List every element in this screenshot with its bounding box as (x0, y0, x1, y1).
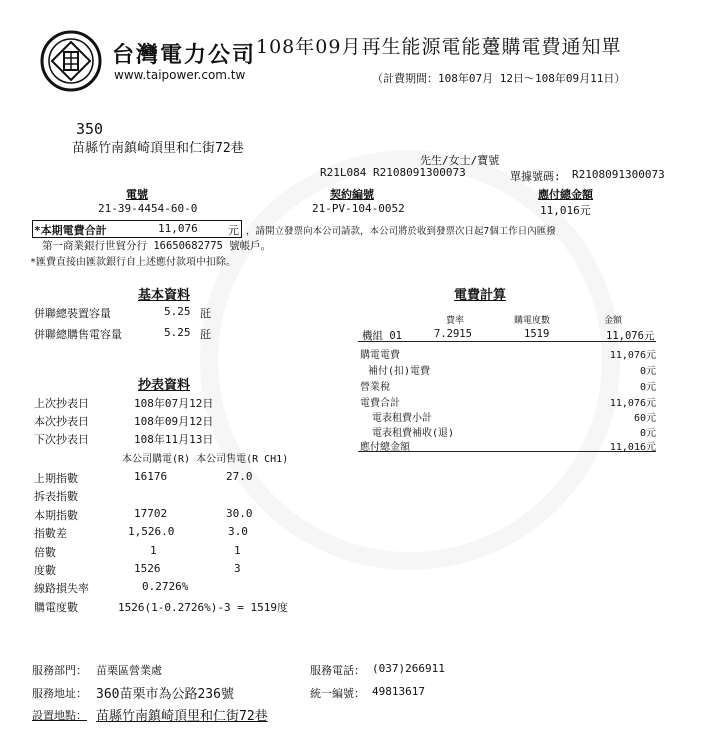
reading-row-col1: 1 (150, 544, 157, 557)
calc-item-amount: 11,076元 (609, 350, 656, 361)
calc-total-amount: 11,016元 (609, 442, 656, 453)
calc-header-amount: 金額 (604, 316, 623, 326)
service-phone: (037)266911 (372, 662, 445, 675)
total-due-label: 應付總金額 (538, 188, 593, 201)
reading-row-label: 上期指數 (34, 472, 78, 485)
contract-label: 契約編號 (330, 188, 374, 201)
period-amount-label: *本期電費合計 (34, 224, 107, 237)
basic-row-value: 5.25 (164, 326, 191, 339)
company-name: 台灣電力公司 (112, 42, 257, 68)
basic-row-label: 併聯總購售電容量 (34, 328, 122, 341)
basic-info-title: 基本資料 (138, 288, 191, 303)
reading-row-label: 拆表指數 (34, 490, 78, 503)
bank-account-line: 第一商業銀行世貿分行 16650682775 號帳戶。 (42, 240, 272, 252)
reading-date-label: 上次抄表日 (34, 397, 89, 410)
postal-code: 350 (76, 120, 104, 138)
calc-total-label: 應付總金額 (360, 442, 410, 453)
period-amount-unit: 元 (228, 224, 239, 237)
reading-row-col2: 1 (234, 544, 241, 557)
basic-row-label: 併聯總裝置容量 (34, 307, 111, 320)
service-address: 360苗栗市為公路236號 (96, 687, 234, 702)
calc-total-divider (358, 451, 656, 452)
calc-item-label: 營業稅 (360, 382, 390, 393)
calc-item-amount: 0元 (639, 366, 656, 377)
fee-note: *匯費直接由匯款銀行自上述應付款項中扣除。 (30, 257, 237, 268)
calc-unit-kwh: 1519 (524, 328, 550, 340)
period-amount: 11,076 (158, 222, 198, 235)
reading-date-label: 本次抄表日 (34, 415, 89, 428)
basic-row-value: 5.25 (164, 305, 191, 318)
reading-date-value: 108年11月13日 (134, 433, 214, 446)
reading-row-col1: 1526 (134, 562, 161, 575)
reading-row-col1: 1526(1-0.2726%)-3 = 1519度 (118, 601, 288, 614)
calc-divider (358, 341, 656, 342)
mailing-address: 苗縣竹南鎮崎頂里和仁街72巷 (72, 141, 244, 156)
install-location: 苗縣竹南鎮崎頂里和仁街72巷 (96, 709, 268, 724)
reading-date-value: 108年07月12日 (134, 397, 214, 410)
reading-col-header: 本公司購電(R) 本公司售電(R CH1) (122, 454, 289, 465)
calc-item-label: 電費合計 (360, 398, 400, 409)
calc-header-kwh: 購電度數 (514, 316, 551, 326)
taipower-logo-icon (40, 30, 102, 92)
reading-title: 抄表資料 (138, 378, 191, 393)
customer-code: R21L084 R2108091300073 (320, 166, 466, 179)
service-dept: 苗栗區營業處 (96, 664, 162, 677)
reading-row-col2: 3 (234, 562, 241, 575)
receipt-number: R2108091300073 (572, 168, 665, 181)
calc-title: 電費計算 (454, 288, 507, 303)
reading-date-value: 108年09月12日 (134, 415, 214, 428)
company-logo (40, 30, 102, 92)
tax-id: 49813617 (372, 685, 425, 698)
reading-row-label: 度數 (34, 564, 56, 577)
reading-row-label: 指數差 (34, 527, 67, 540)
calc-item-amount: 11,076元 (609, 398, 656, 409)
total-due: 11,016元 (540, 204, 591, 217)
reading-row-col1: 17702 (134, 507, 168, 520)
elec-no-label: 電號 (126, 188, 148, 201)
reading-row-col2: 3.0 (228, 525, 248, 538)
calc-item-label: 補付(扣)電費 (368, 366, 431, 377)
reading-row-label: 本期指數 (34, 509, 78, 522)
reading-row-col1: 0.2726% (142, 580, 189, 593)
calc-unit-amount: 11,076元 (606, 330, 655, 342)
calc-item-label: 電表租費小計 (372, 413, 432, 424)
service-address-label: 服務地址： (32, 687, 87, 700)
billing-period: （計費期間：108年07月 12日～108年09月11日） (372, 72, 626, 85)
elec-no: 21-39-4454-60-0 (98, 202, 198, 215)
calc-item-label: 電表租費補收(退) (372, 428, 455, 439)
company-website: www.taipower.com.tw (114, 68, 246, 82)
service-dept-label: 服務部門： (32, 664, 87, 677)
payment-notice: ，請開立發票向本公司請款，本公司將於收到發票次日起7個工作日內匯撥 (246, 226, 556, 237)
reading-date-label: 下次抄表日 (34, 433, 89, 446)
calc-unit-rate: 7.2915 (434, 328, 472, 340)
contract-no: 21-PV-104-0052 (312, 202, 405, 215)
tax-id-label: 統一編號： (310, 687, 365, 700)
reading-row-label: 倍數 (34, 546, 56, 559)
calc-item-amount: 0元 (639, 382, 656, 393)
reading-row-col1: 1,526.0 (128, 525, 175, 538)
receipt-label: 單據號碼: (510, 170, 561, 183)
reading-row-col2: 30.0 (226, 507, 253, 520)
salutation: 先生/女士/寶號 (420, 154, 500, 167)
reading-row-label: 購電度數 (34, 601, 78, 614)
reading-row-col1: 16176 (134, 470, 168, 483)
bill-title: 108年09月再生能源電能躉購電費通知單 (256, 36, 622, 58)
calc-item-amount: 60元 (633, 413, 656, 424)
calc-item-amount: 0元 (639, 428, 656, 439)
calc-unit-label: 機組 01 (362, 330, 402, 342)
service-phone-label: 服務電話： (310, 664, 365, 677)
calc-item-label: 購電電費 (360, 350, 400, 361)
reading-row-label: 線路損失率 (34, 582, 89, 595)
reading-row-col2: 27.0 (226, 470, 253, 483)
calc-header-rate: 費率 (446, 316, 465, 326)
basic-row-unit: 瓩 (200, 328, 211, 341)
install-location-label: 設置地點： (32, 709, 87, 722)
basic-row-unit: 瓩 (200, 307, 211, 320)
